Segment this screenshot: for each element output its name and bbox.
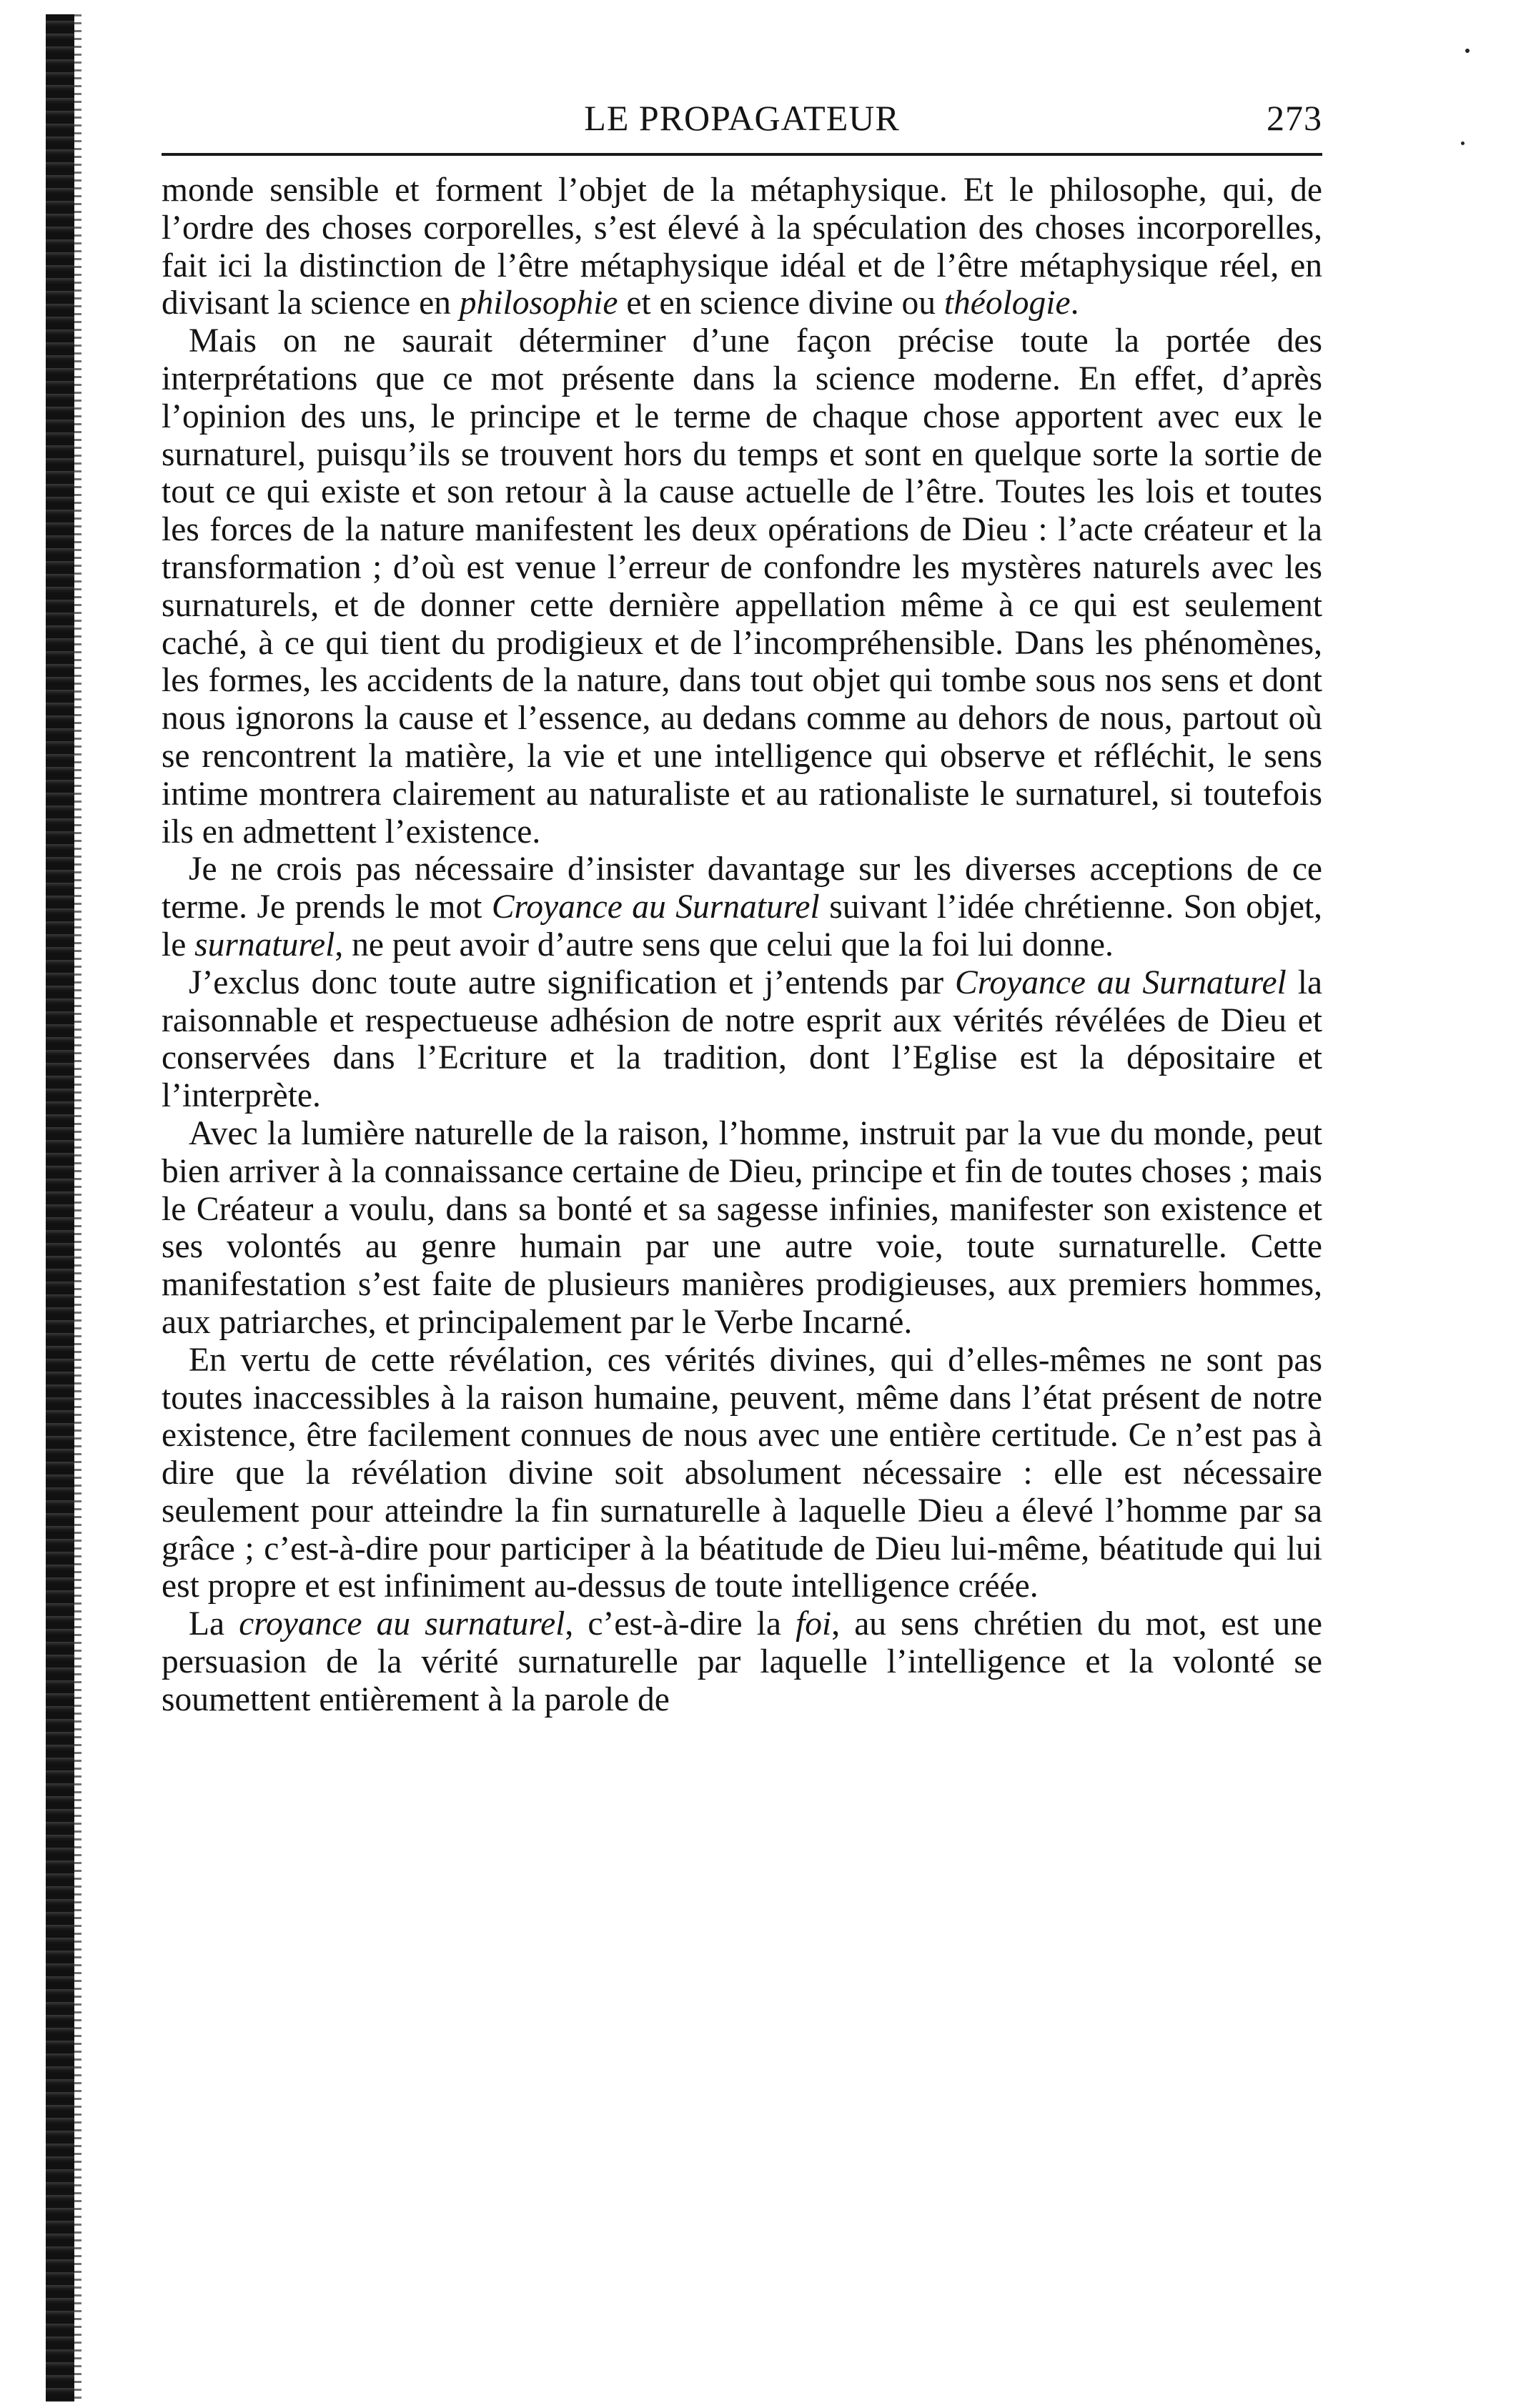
paragraph [162,1605,1322,1718]
page-content [162,93,1322,1719]
text-run: la raisonnable et respectueuse adhésion de notre esprit aux vérités révélées de Dieu et conservées dans l’Ecriture et la tradition, dont l’Eglise est la dépositaire et l’interprète. [162,963,1322,1115]
italic-text: philosophie [459,284,618,322]
text-run: suivant l’idée chrétienne. Son objet, le [162,888,1322,963]
text-run: , c’est-à-dire la [565,1605,796,1643]
text-run: , au sens chrétien du mot, est une persuasion de la vérité surnaturelle par laquelle l’intelligence et la volonté se soumettent entièrement à la parole de [162,1605,1322,1718]
text-run: . [1070,284,1079,322]
header-rule [162,153,1322,156]
paragraph [162,1342,1322,1606]
paper-speck [1461,142,1465,145]
paragraph [162,964,1322,1115]
paper-speck [1465,49,1470,53]
italic-text: surnaturel [194,926,335,963]
paragraph [162,322,1322,851]
italic-text: Croyance au Surnaturel [491,888,820,926]
text-run: Avec la lumière naturelle de la raison, l’homme, instruit par la vue du monde, peut bien arriver à la connaissance certaine de Dieu, principe et fin de toutes choses ; mais le Créateur a voulu, dans sa bonté et sa sagesse infinies, manifester son existence et ses volontés au genre humain par une autre voie, toute surnaturelle. Cette manifestation s’est faite de plusieurs manières prodigieuses, aux premiers hommes, aux patriarches, et principalement par le Verbe Incarné. [162,1114,1322,1341]
italic-text: théologie [943,284,1071,322]
paragraph [162,851,1322,963]
italic-text: Croyance au Surnaturel [955,963,1287,1001]
text-run: monde sensible et forment l’objet de la métaphysique. Et le philosophe, qui, de l’ordre des choses corporelles, s’est élevé à la spéculation des choses incorporelles, fait ici la distinction de l’être métaphysique idéal et de l’être métaphysique réel, en divisant la science en [162,172,1322,322]
page-number: 273 [1267,98,1322,138]
text-run: Je ne crois pas nécessaire d’insister davantage sur les diverses acceptions de ce terme. Je prends le mot [162,851,1322,926]
running-header [162,93,1322,150]
text-run: La [189,1605,239,1643]
body-text [162,172,1322,1719]
page-binding-edge [46,14,74,2402]
text-run: , ne peut avoir d’autre sens que celui que la foi lui donne. [335,926,1114,963]
paragraph [162,172,1322,322]
text-run: Mais on ne saurait déterminer d’une façon précise toute la portée des interprétations que ce mot présente dans la science moderne. En effet, d’après l’opinion des uns, le principe et le terme de chaque chose apportent avec eux le surnaturel, puisqu’ils se trouvent hors du temps et sont en quelque sorte la sortie de tout ce qui existe et son retour à la cause actuelle de l’être. Toutes les lois et toutes les forces de la nature manifestent les deux opérations de Dieu : l’acte créateur et la transformation ; d’où est venue l’erreur de confondre les mystères naturels avec les surnaturels, et de donner cette dernière appellation même à ce qui est seulement caché, à ce qui tient du prodigieux et de l’incompréhensible. Dans les phénomènes, les formes, les accidents de la nature, dans tout objet qui tombe sous nos sens et dont nous ignorons la cause et l’essence, au dedans comme au dehors de nous, partout où se rencontrent la matière, la vie et une intelligence qui observe et réfléchit, le sens intime montrera clairement au naturaliste et au rationaliste le surnaturel, si toutefois ils en admettent l’existence. [162,322,1322,851]
italic-text: foi [796,1605,832,1643]
running-title: LE PROPAGATEUR [584,98,900,138]
text-run: et en science divine ou [618,284,944,322]
italic-text: croyance au surnaturel [239,1605,565,1643]
text-run: J’exclus donc toute autre signification et j’entends par [189,963,956,1001]
text-run: En vertu de cette révélation, ces vérités divines, qui d’elles-mêmes ne sont pas toutes inaccessibles à la raison humaine, peuvent, même dans l’état présent de notre existence, être facilement connues de nous avec une entière certitude. Ce n’est pas à dire que la révélation divine soit absolument nécessaire : elle est nécessaire seulement pour atteindre la fin surnaturelle à laquelle Dieu a élevé l’homme par sa grâce ; c’est-à-dire pour participer à la béatitude de Dieu lui-même, béatitude qui lui est propre et est infiniment au-dessus de toute intelligence créée. [162,1341,1322,1605]
paragraph [162,1115,1322,1342]
